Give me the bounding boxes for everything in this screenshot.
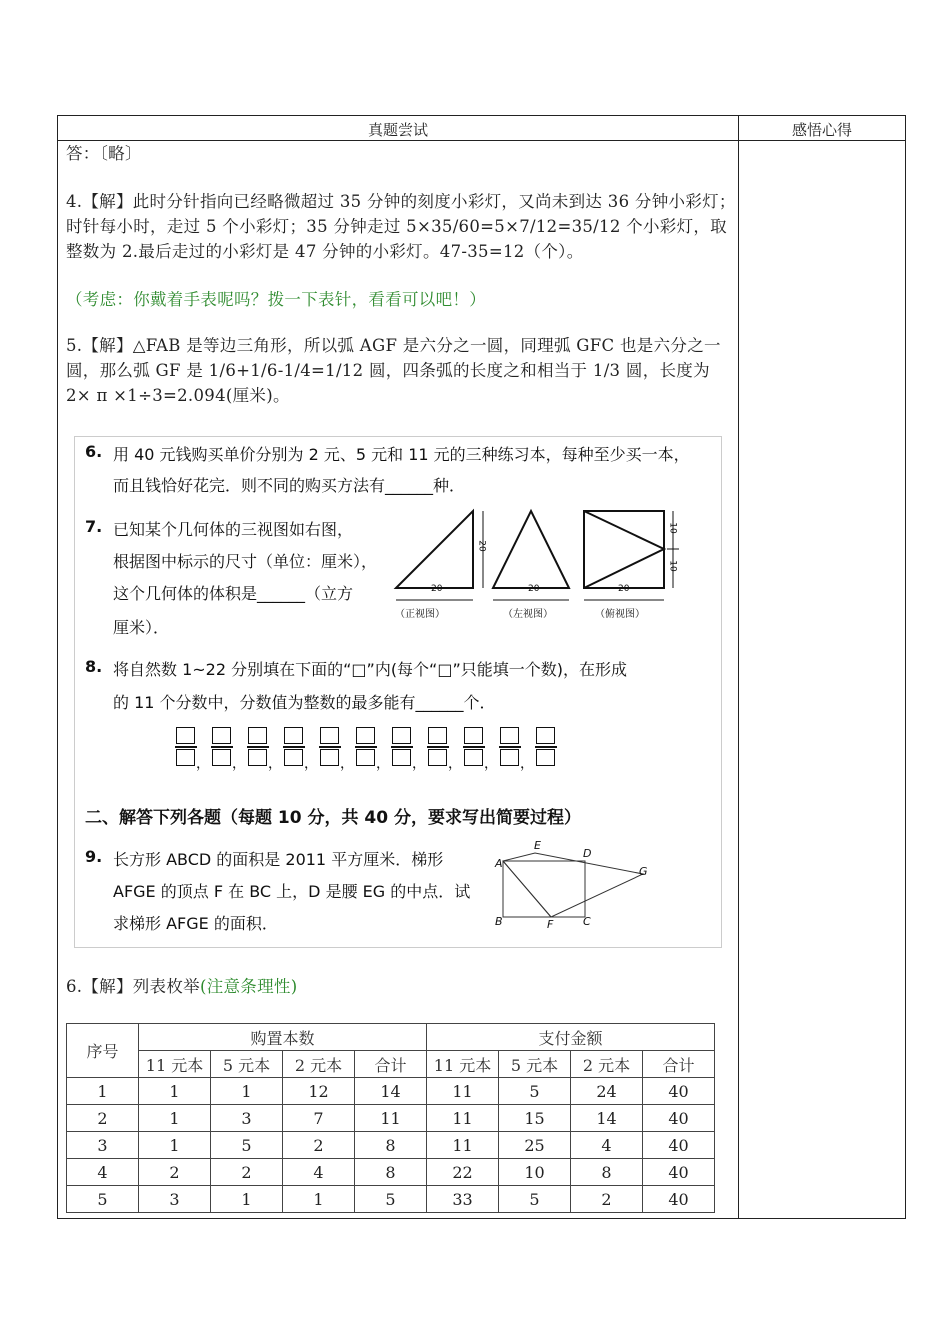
table-cell: 24 <box>571 1078 643 1105</box>
table-col-header: 合计 <box>643 1051 715 1078</box>
top-view-caption: （俯视图） <box>595 609 645 620</box>
table-cell: 40 <box>643 1132 715 1159</box>
table-cell: 11 <box>427 1132 499 1159</box>
table-cell: 5 <box>355 1186 427 1213</box>
top-width-label: 20 <box>618 584 630 594</box>
table-row <box>67 1159 715 1186</box>
table-cell: 11 <box>355 1105 427 1132</box>
table-cell: 7 <box>283 1105 355 1132</box>
worksheet-frame <box>57 115 906 1219</box>
top-dim-lower-label: 10 <box>667 560 678 572</box>
table-cell: 10 <box>499 1159 571 1186</box>
column-divider <box>738 116 739 1218</box>
table-col-header: 5 元本 <box>211 1051 283 1078</box>
table-cell: 2 <box>139 1159 211 1186</box>
answer-line: 答：〔略〕 <box>66 144 142 163</box>
table-cell: 1 <box>211 1078 283 1105</box>
table-cell: 8 <box>571 1159 643 1186</box>
solution-5: 5.【解】△FAB 是等边三角形，所以弧 AGF 是六分之一圆，同理弧 GFC 也是六分之一圆，那么弧 GF 是 1/6+1/6-1/4=1/12 圆，四条弧的长度之和相当于 1/3 圆，长度为 2× π ×1÷3=2.094(厘米)。 <box>66 336 721 405</box>
front-height-label: 20 <box>476 540 487 552</box>
table-cell: 25 <box>499 1132 571 1159</box>
table-cell: 1 <box>67 1078 139 1105</box>
header-row <box>58 116 905 141</box>
table-cell: 40 <box>643 1186 715 1213</box>
table-cell: 14 <box>355 1078 427 1105</box>
point-c-label: C <box>583 915 591 928</box>
point-g-label: G <box>639 865 648 878</box>
point-a-label: A <box>495 857 503 870</box>
table-cell: 2 <box>283 1132 355 1159</box>
point-b-label: B <box>495 915 503 928</box>
table-cell: 33 <box>427 1186 499 1213</box>
header-right-title: 感悟心得 <box>791 121 852 139</box>
table-cell: 3 <box>139 1186 211 1213</box>
left-view-triangle <box>493 511 569 588</box>
table-col-header: 2 元本 <box>283 1051 355 1078</box>
table-cell: 2 <box>571 1186 643 1213</box>
table-cell: 40 <box>643 1078 715 1105</box>
problem-9-line-1: 长方形 ABCD 的面积是 2011 平方厘米．梯形 <box>113 850 444 869</box>
table-header-seq: 序号 <box>67 1024 139 1078</box>
problem-6-line-1: 用 40 元钱购买单价分别为 2 元、5 元和 11 元的三种练习本，每种至少买一本， <box>113 445 690 464</box>
table-cell: 15 <box>499 1105 571 1132</box>
solution-4: 4.【解】此时分针指向已经略微超过 35 分钟的刻度小彩灯，又尚未到达 36 分钟小彩灯；时针每小时，走过 5 个小彩灯；35 分钟走过 5×35/60=5×7/12=35/12 个小彩灯，取整数为 2.最后走过的小彩灯是 47 分钟的小彩灯。47-35=12（个）。 <box>66 192 736 261</box>
enumeration-table <box>66 1023 715 1213</box>
point-e-label: E <box>534 839 541 852</box>
problem-9-line-2: AFGE 的顶点 F 在 BC 上，D 是腰 EG 的中点．试 <box>113 882 471 901</box>
problem-7-line-2: 根据图中标示的尺寸（单位：厘米）， <box>113 552 378 571</box>
table-row <box>67 1078 715 1105</box>
table-cell: 5 <box>67 1186 139 1213</box>
solution-6-note: (注意条理性) <box>199 977 298 996</box>
table-row <box>67 1132 715 1159</box>
table-col-header: 11 元本 <box>427 1051 499 1078</box>
front-view-triangle <box>396 511 473 588</box>
problem-7-number: 7. <box>85 517 103 536</box>
solution-6-label: 6.【解】列表枚举 <box>66 977 200 996</box>
table-cell: 12 <box>283 1078 355 1105</box>
table-cell: 40 <box>643 1159 715 1186</box>
table-cell: 5 <box>499 1186 571 1213</box>
problem-8-number: 8. <box>85 657 103 676</box>
top-dim-upper-label: 10 <box>667 522 678 534</box>
problems-image: 6. 用 40 元钱购买单价分别为 2 元、5 元和 11 元的三种练习本，每种至少买一本， 而且钱恰好花完．则不同的购买方法有______种． 7. 已知某个几何体的三视图如右图， 根据图中标示的尺寸（单位：厘米）， 这个几何体的体积是______（立方 厘米）． 20 20 20 20 10 10 （正视图） （左视图） （俯视图） 8. 将自然数 1~22 分别填在下面的“□”内(每个“□”只能填一个数)，在形成 的 11 个分数中，分数值为整数的最多能有______个． ， ， ， ， ， ， ， ， ， ， 二、解答下列各题（每题 10 分，共 40 分，要求写出简要过程） 9. 长方形 ABCD 的面积是 2011 平方厘米．梯形 AFGE 的顶点 F 在 BC 上，D 是腰 EG 的中点．试 求梯形 AFGE 的面积． A B C D E F G <box>74 436 722 948</box>
table-cell: 8 <box>355 1159 427 1186</box>
section-2-heading: 二、解答下列各题（每题 10 分，共 40 分，要求写出简要过程） <box>85 808 581 828</box>
table-cell: 4 <box>283 1159 355 1186</box>
table-row <box>67 1186 715 1213</box>
table-cell: 1 <box>283 1186 355 1213</box>
table-col-header: 5 元本 <box>499 1051 571 1078</box>
table-cell: 1 <box>211 1186 283 1213</box>
point-f-label: F <box>547 918 554 931</box>
trapezoid-figure <box>493 837 658 932</box>
table-header-group-1: 购置本数 <box>139 1024 427 1051</box>
note-4: （考虑：你戴着手表呢吗？拨一下表针，看看可以吧！） <box>66 290 486 309</box>
problem-6-line-2: 而且钱恰好花完．则不同的购买方法有______种． <box>113 476 466 495</box>
front-width-label: 20 <box>431 584 443 594</box>
left-view-caption: （左视图） <box>503 609 553 620</box>
table-cell: 1 <box>139 1105 211 1132</box>
problem-8-line-2: 的 11 个分数中，分数值为整数的最多能有______个． <box>113 693 496 712</box>
table-cell: 22 <box>427 1159 499 1186</box>
problem-7-line-3: 这个几何体的体积是______（立方 <box>113 584 354 603</box>
table-cell: 1 <box>139 1078 211 1105</box>
front-view-caption: （正视图） <box>395 609 445 620</box>
problem-8-line-1: 将自然数 1~22 分别填在下面的“□”内(每个“□”只能填一个数)，在形成 <box>113 660 627 679</box>
table-col-header: 11 元本 <box>139 1051 211 1078</box>
table-cell: 1 <box>139 1132 211 1159</box>
problem-7-line-1: 已知某个几何体的三视图如右图， <box>113 520 354 539</box>
table-cell: 8 <box>355 1132 427 1159</box>
problem-9-number: 9. <box>85 847 103 866</box>
problem-7-line-4: 厘米）． <box>113 618 170 637</box>
left-width-label: 20 <box>528 584 540 594</box>
problem-6-number: 6. <box>85 442 103 461</box>
table-header-group-2: 支付金额 <box>427 1024 715 1051</box>
table-cell: 5 <box>499 1078 571 1105</box>
table-col-header: 2 元本 <box>571 1051 643 1078</box>
top-view-lines <box>584 511 664 588</box>
table-cell: 4 <box>571 1132 643 1159</box>
table-cell: 2 <box>67 1105 139 1132</box>
table-cell: 3 <box>211 1105 283 1132</box>
table-cell: 11 <box>427 1105 499 1132</box>
problem-9-line-3: 求梯形 AFGE 的面积． <box>113 914 278 933</box>
table-cell: 11 <box>427 1078 499 1105</box>
header-left-title: 真题尝试 <box>367 121 428 139</box>
top-view-square <box>584 511 664 588</box>
table-cell: 2 <box>211 1159 283 1186</box>
table-row <box>67 1105 715 1132</box>
table-cell: 5 <box>211 1132 283 1159</box>
table-cell: 3 <box>67 1132 139 1159</box>
point-d-label: D <box>583 847 592 860</box>
solution-6-line <box>66 974 736 999</box>
table-cell: 4 <box>67 1159 139 1186</box>
table-cell: 14 <box>571 1105 643 1132</box>
table-cell: 40 <box>643 1105 715 1132</box>
table-col-header: 合计 <box>355 1051 427 1078</box>
